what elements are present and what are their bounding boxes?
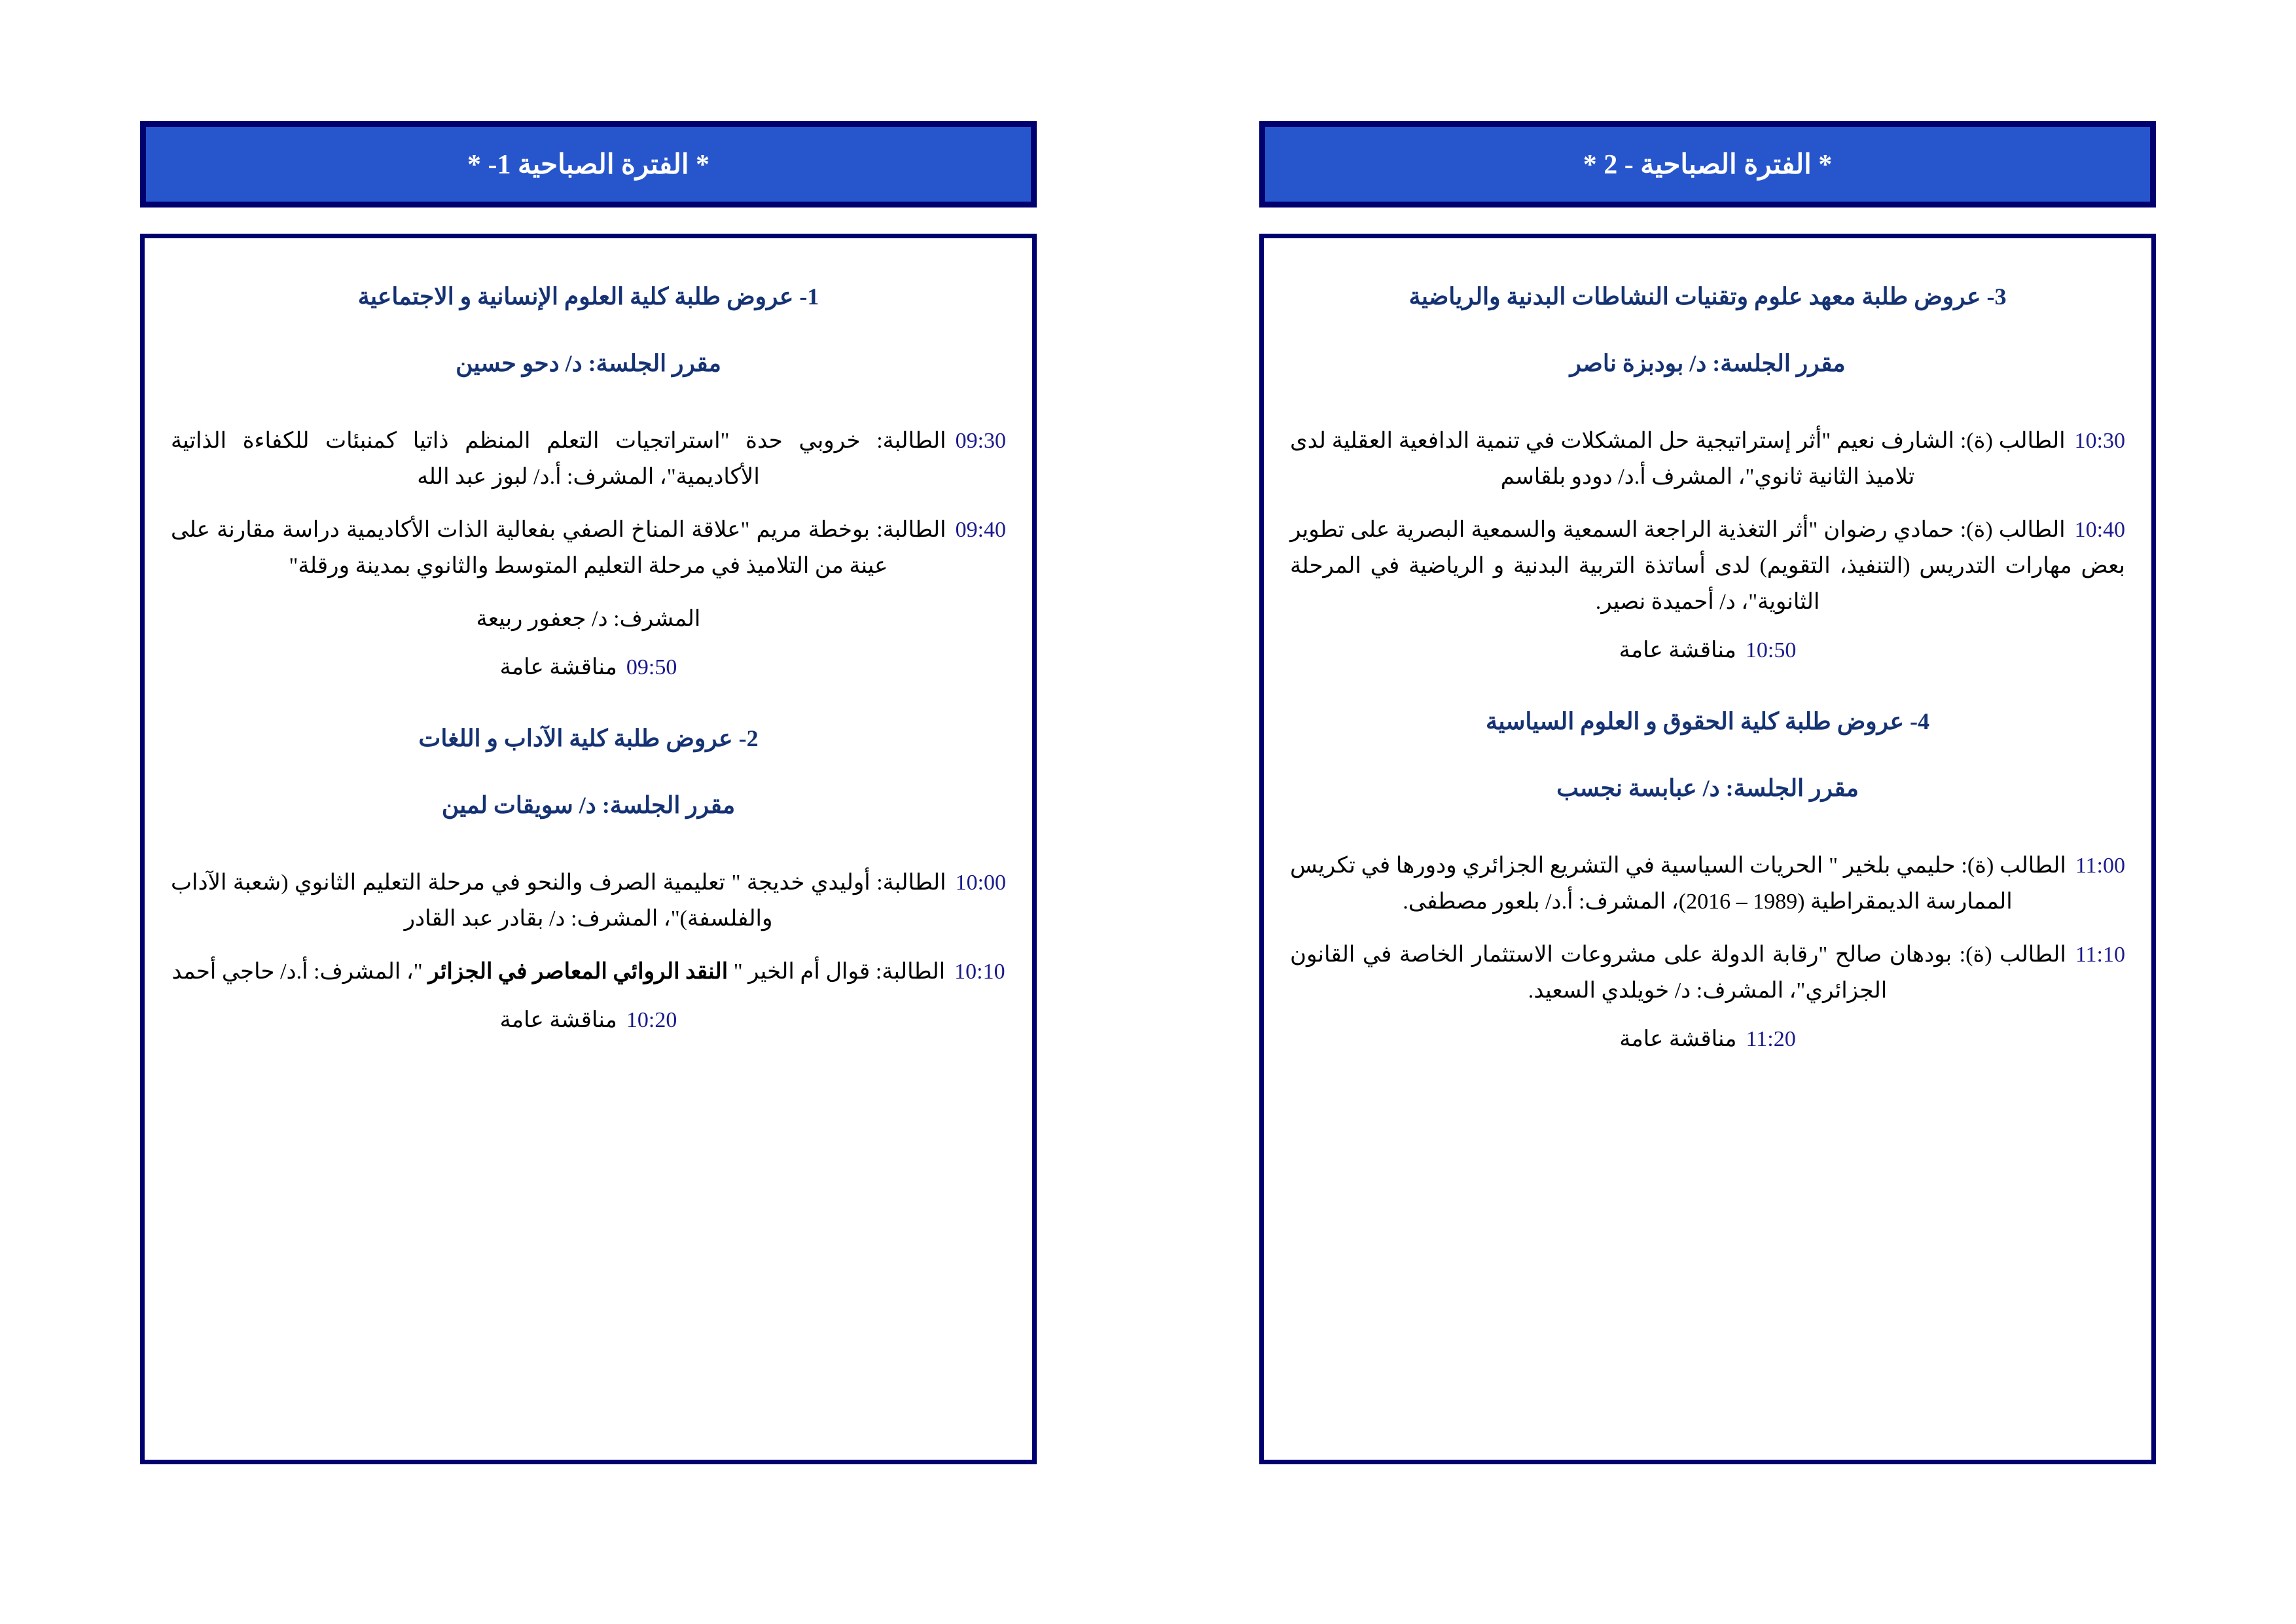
presentation-entry xyxy=(171,512,1006,584)
entry-role-label: الطالب (ة): xyxy=(1959,942,2066,967)
session-title: 1- عروض طلبة كلية العلوم الإنسانية و الاجتماعية xyxy=(357,283,819,310)
session-chair: مقرر الجلسة: د/ عبابسة نجسب xyxy=(1556,774,1859,801)
presentation-entry xyxy=(1290,937,2125,1009)
period-banner xyxy=(140,121,1037,208)
discussion-time: 10:20 xyxy=(626,1007,677,1032)
entry-text-before: قوال أم الخير " xyxy=(728,959,870,984)
presentation-entry xyxy=(171,423,1006,495)
session-chair: مقرر الجلسة: د/ دحو حسين xyxy=(456,350,721,376)
entry-role-label: الطالبة: xyxy=(875,959,946,984)
entry-role-label: الطالبة: xyxy=(876,870,946,895)
session-section xyxy=(1290,279,2125,663)
presentation-entry xyxy=(171,954,1006,990)
discussion-label: مناقشة عامة xyxy=(1619,1026,1737,1051)
entry-time: 09:30 xyxy=(955,428,1007,453)
presentation-entry xyxy=(171,865,1006,937)
entry-role-label: الطالب (ة): xyxy=(1960,428,2066,453)
entry-role-label: الطالب (ة): xyxy=(1961,853,2066,878)
entry-time: 10:00 xyxy=(955,870,1007,895)
period-banner-title: * الفترة الصباحية 1- * xyxy=(467,150,710,180)
period-panel xyxy=(140,121,1037,1624)
session-section xyxy=(1290,704,2125,1052)
general-discussion xyxy=(171,1007,1006,1033)
period-banner xyxy=(1259,121,2156,208)
entry-time: 09:40 xyxy=(955,517,1007,542)
entry-text: خروبي حدة "استراتجيات التعلم المنظم ذاتيا كمنبئات للكفاءة الذاتية الأكاديمية"، المشرف: أ.د/ لبوز عبد الله xyxy=(171,428,861,489)
entry-role-label: الطالب (ة): xyxy=(1960,517,2066,542)
entry-text-after: "، المشرف: أ.د/ حاجي أحمد xyxy=(171,959,429,984)
session-chair: مقرر الجلسة: د/ سويقات لمين xyxy=(441,791,736,818)
entry-text-emphasis: النقد الروائي المعاصر في الجزائر xyxy=(428,959,728,984)
general-discussion xyxy=(1290,1026,2125,1052)
general-discussion xyxy=(171,654,1006,680)
period-banner-title: * الفترة الصباحية - 2 * xyxy=(1583,150,1833,180)
entry-text: الشارف نعيم "أثر إستراتيجية حل المشكلات في تنمية الدافعية العقلية لدى تلاميذ الثانية ثانوي"، المشرف أ.د/ دودو بلقاسم xyxy=(1290,428,1954,489)
session-chair: مقرر الجلسة: د/ بودبزة ناصر xyxy=(1570,350,1846,376)
period-content-box xyxy=(140,234,1037,1464)
presentation-entry xyxy=(1290,423,2125,495)
discussion-label: مناقشة عامة xyxy=(499,655,617,679)
session-title: 2- عروض طلبة كلية الآداب و اللغات xyxy=(418,725,759,751)
period-panel xyxy=(1259,121,2156,1624)
discussion-time: 11:20 xyxy=(1746,1026,1796,1051)
entry-text: بوخطة مريم "علاقة المناخ الصفي بفعالية الذات الأكاديمية دراسة مقارنة على عينة من التلاميذ في مرحلة التعليم المتوسط والثانوي بمدينة ورقلة" xyxy=(171,517,888,578)
general-discussion xyxy=(1290,637,2125,663)
entry-text: بودهان صالح "رقابة الدولة على مشروعات الاستثمار الخاصة في القانون الجزائري"، المشرف: د/ خويلدي السعيد. xyxy=(1290,942,1952,1003)
entry-time: 10:10 xyxy=(954,959,1005,984)
presentation-entry xyxy=(171,601,1006,637)
discussion-label: مناقشة عامة xyxy=(1619,638,1736,662)
session-section xyxy=(171,279,1006,680)
session-title: 4- عروض طلبة كلية الحقوق و العلوم السياسية xyxy=(1486,708,1929,734)
entry-role-label: الطالبة: xyxy=(876,428,946,453)
entry-role-label: الطالبة: xyxy=(876,517,946,542)
discussion-label: مناقشة عامة xyxy=(499,1007,617,1032)
entry-time: 10:40 xyxy=(2074,517,2126,542)
entry-text: أوليدي خديجة " تعليمية الصرف والنحو في مرحلة التعليم الثانوي (شعبة الآداب والفلسفة)"، المشرف: د/ بقادر عبد القادر xyxy=(171,870,870,931)
session-title: 3- عروض طلبة معهد علوم وتقنيات النشاطات البدنية والرياضية xyxy=(1408,283,2007,310)
presentation-entry xyxy=(1290,848,2125,920)
entry-text: المشرف: د/ جعفور ربيعة xyxy=(476,606,701,631)
entry-text: حليمي بلخير " الحريات السياسية في التشريع الجزائري ودورها في تكريس الممارسة الديمقراطية (1989 – 2016)، المشرف: أ.د/ بلعور مصطفى. xyxy=(1290,853,2013,914)
period-content-box xyxy=(1259,234,2156,1464)
discussion-time: 10:50 xyxy=(1745,638,1797,662)
entry-time: 11:00 xyxy=(2075,853,2125,878)
presentation-entry xyxy=(1290,512,2125,620)
entry-text: حمادي رضوان "أثر التغذية الراجعة السمعية والسمعية البصرية على تطوير بعض مهارات التدريس (التنفيذ، التقويم) لدى أساتذة التربية البدنية و الرياضية في المرحلة الثانوية"، د/ أحميدة نصير. xyxy=(1290,517,2125,614)
entry-time: 11:10 xyxy=(2075,942,2125,967)
discussion-time: 09:50 xyxy=(626,655,677,679)
session-section xyxy=(171,721,1006,1033)
entry-time: 10:30 xyxy=(2074,428,2125,453)
